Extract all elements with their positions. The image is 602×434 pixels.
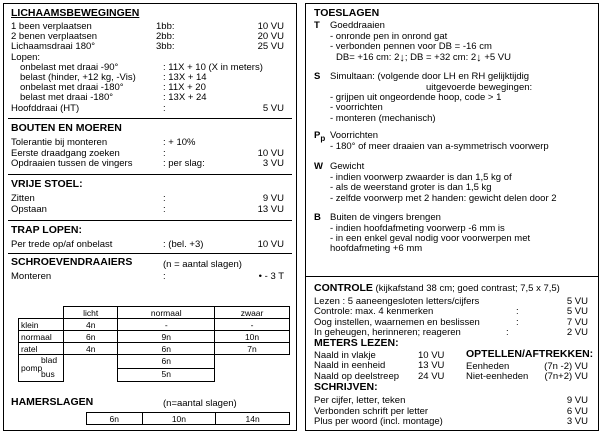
t-db2: ; DB = +32 cm: 2 — [404, 52, 477, 63]
b-line: hoofdafmeting +6 mm — [330, 243, 423, 254]
row-value: 5 VU — [566, 296, 588, 307]
row-label: ratel — [19, 343, 64, 355]
table-header-row — [19, 307, 290, 319]
pp-line: - 180° of meer draaien van a-symmetrisch voorwerp — [330, 141, 549, 152]
s-title: Simultaan: (volgende door LH en RH gelijktijdig — [330, 71, 530, 82]
lopen-label: Lopen: — [11, 52, 41, 63]
w-title: Gewicht — [330, 161, 365, 172]
row-code: 2bb: — [156, 31, 175, 42]
s-line: - voorrichten — [330, 102, 383, 113]
empty-cell — [64, 355, 118, 382]
row-value: 10 VU — [418, 350, 445, 361]
row-mid: : — [163, 204, 166, 215]
w-line: - als de weerstand groter is dan 1,5 kg — [330, 182, 492, 193]
section-title-meters: METERS LEZEN: — [314, 337, 399, 349]
row-value: 20 VU — [257, 31, 284, 42]
s-title2: uitgevoerde bewegingen: — [426, 82, 533, 93]
row-value: 10 VU — [257, 21, 284, 32]
section-title-controle: CONTROLE — [314, 282, 373, 294]
letter-s: S — [314, 71, 321, 82]
table-cell: - — [215, 319, 290, 331]
row-value: (7n+2) VU — [544, 371, 588, 382]
section-title-bouten: BOUTEN EN MOEREN — [11, 122, 122, 134]
row-value: 5 VU — [566, 306, 588, 317]
s-line: - monteren (mechanisch) — [330, 113, 436, 124]
row-value: 13 VU — [418, 360, 445, 371]
table-cell: 4n — [64, 319, 118, 331]
schroevendraaier-table — [18, 306, 290, 382]
t-line: - onronde pen in onrond gat — [330, 31, 448, 42]
section-title-trap-lopen: TRAP LOPEN: — [11, 224, 82, 236]
section-title-lichaamsbewegingen: LICHAAMSBEWEGINGEN — [11, 7, 140, 19]
row-mid: : — [163, 193, 166, 204]
hoofddraai-value: 5 VU — [262, 103, 284, 114]
divider — [306, 276, 598, 277]
pomp-bus-label: bus — [41, 369, 55, 379]
row-label: Lezen : 5 aaneengesloten letters/cijfers — [314, 296, 480, 307]
table-row — [19, 331, 290, 343]
empty-cell — [215, 355, 290, 382]
t-db3: +5 VU — [484, 52, 511, 63]
table-row — [19, 319, 290, 331]
row-label: klein — [19, 319, 64, 331]
row-code: 1bb: — [156, 21, 175, 32]
pomp-cell — [19, 355, 64, 382]
row-mid: : — [516, 306, 519, 317]
row-value: 9 VU — [566, 395, 588, 406]
pomp-blad-value: 6n — [118, 356, 214, 369]
row-value: 24 VU — [418, 371, 445, 382]
row-label: Eenheden — [466, 361, 510, 372]
row-value: 10 VU — [257, 239, 284, 250]
lopen-label: onbelast met draai -90° — [20, 62, 119, 73]
table-cell: 9n — [118, 331, 215, 343]
row-label: Per cijfer, letter, teken — [314, 395, 406, 406]
row-value: 2 VU — [566, 327, 588, 338]
controle-note: (kijkafstand 38 cm; goed contrast; 7,5 x 7,5) — [372, 283, 560, 294]
row-code: 3bb: — [156, 41, 175, 52]
row-value: 3 VU — [566, 416, 588, 427]
pomp-blad-label: blad — [41, 355, 58, 365]
pomp-label: pomp — [21, 363, 43, 373]
lopen-formula: : 11X + 20 — [163, 82, 206, 93]
pomp-bus-value: 5n — [161, 368, 171, 379]
hamerslagen-table — [86, 412, 290, 425]
table-row — [19, 355, 290, 382]
row-label: Verbonden schrift per letter — [314, 406, 429, 417]
section-title-toeslagen: TOESLAGEN — [314, 7, 380, 19]
row-value: 7 VU — [566, 317, 588, 328]
divider — [8, 174, 292, 175]
row-label: 1 been verplaatsen — [11, 21, 92, 32]
b-title: Buiten de vingers brengen — [330, 212, 441, 223]
row-label: In geheugen, herinneren; reageren — [314, 327, 461, 338]
section-title-vrije-stoel: VRIJE STOEL: — [11, 178, 83, 190]
row-label: Niet-eenheden — [466, 371, 529, 382]
letter-t: T — [314, 20, 320, 31]
arrow-down-icon: ↓ — [399, 52, 405, 64]
row-label: Naald in eenheid — [314, 360, 386, 371]
table-cell: 14n — [216, 413, 290, 425]
section-title-schrijven: SCHRIJVEN: — [314, 381, 378, 393]
row-label: Monteren — [11, 271, 52, 282]
divider — [8, 118, 292, 119]
divider — [8, 220, 292, 221]
letter-w: W — [314, 161, 323, 172]
row-label: Opdraaien tussen de vingers — [11, 158, 133, 169]
arrow-down-icon: ↓ — [476, 52, 482, 64]
lopen-formula: : 11X + 10 (X in meters) — [163, 62, 263, 73]
row-label: Controle: max. 4 kenmerken — [314, 306, 434, 317]
table-corner — [19, 307, 64, 319]
lopen-label: onbelast met draai -180° — [20, 82, 124, 93]
table-cell: 10n — [142, 413, 216, 425]
table-row — [87, 413, 290, 425]
row-mid: : — [163, 271, 166, 282]
row-label: Lichaamsdraai 180° — [11, 41, 96, 52]
pomp-values — [118, 355, 215, 382]
left-panel — [3, 3, 297, 431]
divider — [8, 253, 292, 254]
section-title-schroevendraaiers: SCHROEVENDRAAIERS — [11, 256, 133, 268]
section-title-optellen: OPTELLEN/AFTREKKEN: — [466, 348, 594, 360]
lopen-formula: : 13X + 24 — [163, 92, 207, 103]
table-cell: 10n — [215, 331, 290, 343]
row-mid: : — [506, 327, 509, 338]
lopen-formula: : 13X + 14 — [163, 72, 207, 83]
t-line: - verbonden pennen voor DB = -16 cm — [330, 41, 492, 52]
row-mid: : — [163, 148, 166, 159]
row-value: (7n -2) VU — [544, 361, 588, 372]
table-cell: - — [118, 319, 215, 331]
row-label: 2 benen verplaatsen — [11, 31, 98, 42]
row-value: 6 VU — [566, 406, 588, 417]
row-value: • - 3 T — [258, 271, 284, 282]
w-line: - indien voorwerp zwaarder is dan 1,5 kg of — [330, 172, 512, 183]
section-title-hamerslagen: HAMERSLAGEN — [11, 396, 94, 408]
table-cell: 7n — [215, 343, 290, 355]
letter-pp: $P_p$ — [314, 130, 326, 143]
table-cell: 6n — [64, 331, 118, 343]
row-value: 13 VU — [257, 204, 284, 215]
table-header: normaal — [118, 307, 215, 319]
row-mid: : — [516, 317, 519, 328]
row-label: Opstaan — [11, 204, 47, 215]
hoofddraai-label: Hoofddraai (HT) — [11, 103, 80, 114]
row-mid: : per slag: — [163, 158, 205, 169]
row-value: 3 VU — [262, 158, 284, 169]
row-label: Tolerantie bij monteren — [11, 137, 108, 148]
schroef-note: (n = aantal slagen) — [163, 259, 242, 270]
row-label: Eerste draadgang zoeken — [11, 148, 120, 159]
t-db1: DB= +16 cm: 2 — [336, 52, 400, 63]
row-value: 10 VU — [257, 148, 284, 159]
row-mid: : + 10% — [163, 137, 196, 148]
row-label: Plus per woord (incl. montage) — [314, 416, 443, 427]
row-mid: : (bel. +3) — [163, 239, 204, 250]
row-label: Naald in vlakje — [314, 350, 376, 361]
row-label: normaal — [19, 331, 64, 343]
row-label: Naald op deelstreep — [314, 371, 400, 382]
table-row — [19, 343, 290, 355]
hamer-note: (n=aantal slagen) — [163, 398, 237, 409]
row-label: Zitten — [11, 193, 35, 204]
row-label: Per trede op/af onbelast — [11, 239, 113, 250]
b-line: - in een enkel geval nodig voor voorwerpen met — [330, 233, 531, 244]
w-line: - zelfde voorwerp met 2 handen: gewicht delen door 2 — [330, 193, 557, 204]
row-label: Oog instellen, waarnemen en beslissen — [314, 317, 480, 328]
table-header: zwaar — [215, 307, 290, 319]
row-value: 9 VU — [262, 193, 284, 204]
letter-b: B — [314, 212, 321, 223]
table-header: licht — [64, 307, 118, 319]
table-cell: 6n — [118, 343, 215, 355]
pp-title: Voorrichten — [330, 130, 379, 141]
right-panel — [305, 3, 599, 431]
lopen-label: belast met draai -180° — [20, 92, 114, 103]
table-cell: 6n — [87, 413, 143, 425]
t-db-line — [336, 52, 511, 63]
b-line: - indien hoofdafmeting voorwerp -6 mm is — [330, 223, 505, 234]
hoofddraai-colon: : — [163, 103, 166, 114]
t-title: Goeddraaien — [330, 20, 385, 31]
controle-heading — [314, 283, 560, 294]
row-value: 25 VU — [257, 41, 284, 52]
s-line: - grijpen uit ongeordende hoop, code > 1 — [330, 92, 502, 103]
lopen-label: belast (hinder, +12 kg, -Vis) — [20, 72, 136, 83]
table-cell: 4n — [64, 343, 118, 355]
